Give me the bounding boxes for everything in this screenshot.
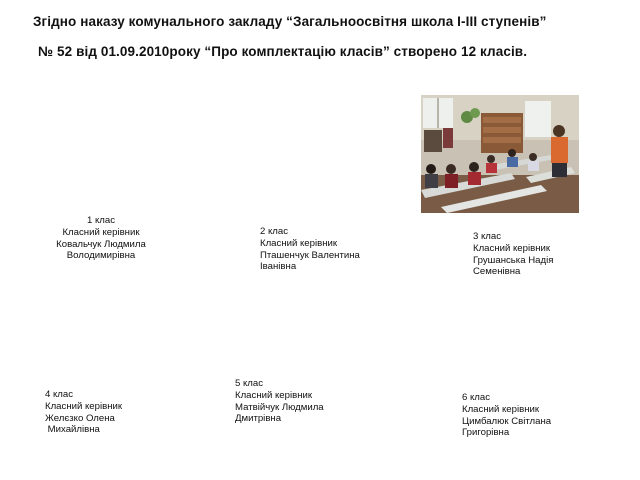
teacher-label: Класний керівник: [473, 242, 551, 254]
teacher-name-line1: Ковальчук Людмила: [56, 238, 146, 250]
teacher-name-line1: Грушанська Надія: [473, 254, 554, 266]
class-3-block: [473, 231, 553, 278]
teacher-name-line2: Іванівна: [260, 261, 297, 273]
class-name: 4 клас: [45, 389, 74, 400]
class-4-block: [45, 389, 122, 436]
class-name: 2 клас: [260, 226, 289, 237]
teacher-label: Класний керівник: [62, 226, 140, 238]
teacher-name-line1: Желєзко Олена: [45, 412, 115, 424]
teacher-name-line2: Семенівна: [473, 266, 521, 278]
header-line-2: № 52 від 01.09.2010року “Про комплектацію класів” створено 12 класів.: [38, 44, 528, 59]
teacher-name-line2: Дмитрівна: [235, 413, 282, 425]
teacher-name-line2: Михайлівна: [45, 424, 100, 436]
class-name: 6 клас: [462, 392, 491, 403]
teacher-label: Класний керівник: [235, 389, 313, 401]
class-name: 5 клас: [235, 378, 264, 389]
teacher-name-line1: Цимбалюк Світлана: [462, 415, 552, 427]
class-6-block: [462, 392, 551, 439]
teacher-name-line1: Пташенчук Валентина: [260, 249, 360, 261]
teacher-name-line2: Володимирівна: [66, 250, 136, 262]
teacher-label: Класний керівник: [260, 237, 338, 249]
teacher-label: Класний керівник: [462, 403, 540, 415]
teacher-name-line1: Матвійчук Людмила: [235, 401, 324, 413]
class-1-block: [48, 215, 154, 262]
classroom-photo: [421, 95, 579, 213]
class-5-block: [235, 378, 324, 425]
class-2-block: [260, 226, 360, 273]
header-line-1: Згідно наказу комунального закладу “Загальноосвітня школа І-ІІІ ступенів”: [33, 14, 547, 29]
teacher-label: Класний керівник: [45, 400, 123, 412]
teacher-name-line2: Григорівна: [462, 427, 510, 439]
class-name: 3 клас: [473, 231, 502, 242]
class-name: 1 клас: [86, 215, 116, 226]
